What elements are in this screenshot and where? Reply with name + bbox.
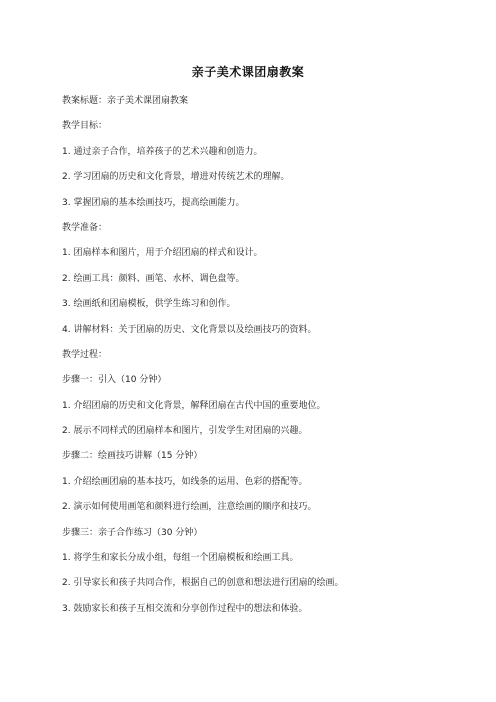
step-item: 2. 展示不同样式的团扇样本和图片，引发学生对团扇的兴趣。 xyxy=(62,426,308,437)
preparation-item: 2. 绘画工具：颜料、画笔、水杯、调色盘等。 xyxy=(62,273,245,284)
objective-item: 2. 学习团扇的历史和文化背景，增进对传统艺术的理解。 xyxy=(62,172,290,183)
section-heading-preparation: 教学准备： xyxy=(62,222,108,233)
step-heading: 步骤二：绘画技巧讲解（15 分钟） xyxy=(62,451,203,462)
text-line-lesson-title: 教案标题：亲子美术课团扇教案 xyxy=(62,96,189,106)
document-title: 亲子美术课团扇教案 xyxy=(191,65,305,79)
step-item: 1. 介绍团扇的历史和文化背景，解释团扇在古代中国的重要地位。 xyxy=(62,400,326,411)
objective-item: 3. 掌握团扇的基本绘画技巧，提高绘画能力。 xyxy=(62,197,245,208)
step-item: 2. 引导家长和孩子共同合作，根据自己的创意和想法进行团扇的绘画。 xyxy=(62,578,344,589)
section-heading-objectives: 教学目标： xyxy=(62,121,108,132)
preparation-item: 4. 讲解材料：关于团扇的历史、文化背景以及绘画技巧的资料。 xyxy=(62,324,317,335)
step-heading: 步骤一：引入（10 分钟） xyxy=(62,375,167,386)
step-item: 3. 鼓励家长和孩子互相交流和分享创作过程中的想法和体验。 xyxy=(62,603,308,614)
preparation-item: 3. 绘画纸和团扇模板，供学生练习和创作。 xyxy=(62,299,236,310)
document-body xyxy=(62,94,462,627)
step-item: 2. 演示如何使用画笔和颜料进行绘画，注意绘画的顺序和技巧。 xyxy=(62,502,317,513)
step-item: 1. 将学生和家长分成小组，每组一个团扇模板和绘画工具。 xyxy=(62,553,299,564)
section-heading-process: 教学过程： xyxy=(62,349,108,360)
step-item: 1. 介绍绘画团扇的基本技巧，如线条的运用、色彩的搭配等。 xyxy=(62,476,308,487)
objective-item: 1. 通过亲子合作，培养孩子的艺术兴趣和创造力。 xyxy=(62,146,263,157)
step-heading: 步骤三：亲子合作练习（30 分钟） xyxy=(62,527,203,538)
preparation-item: 1. 团扇样本和图片，用于介绍团扇的样式和设计。 xyxy=(62,248,263,259)
